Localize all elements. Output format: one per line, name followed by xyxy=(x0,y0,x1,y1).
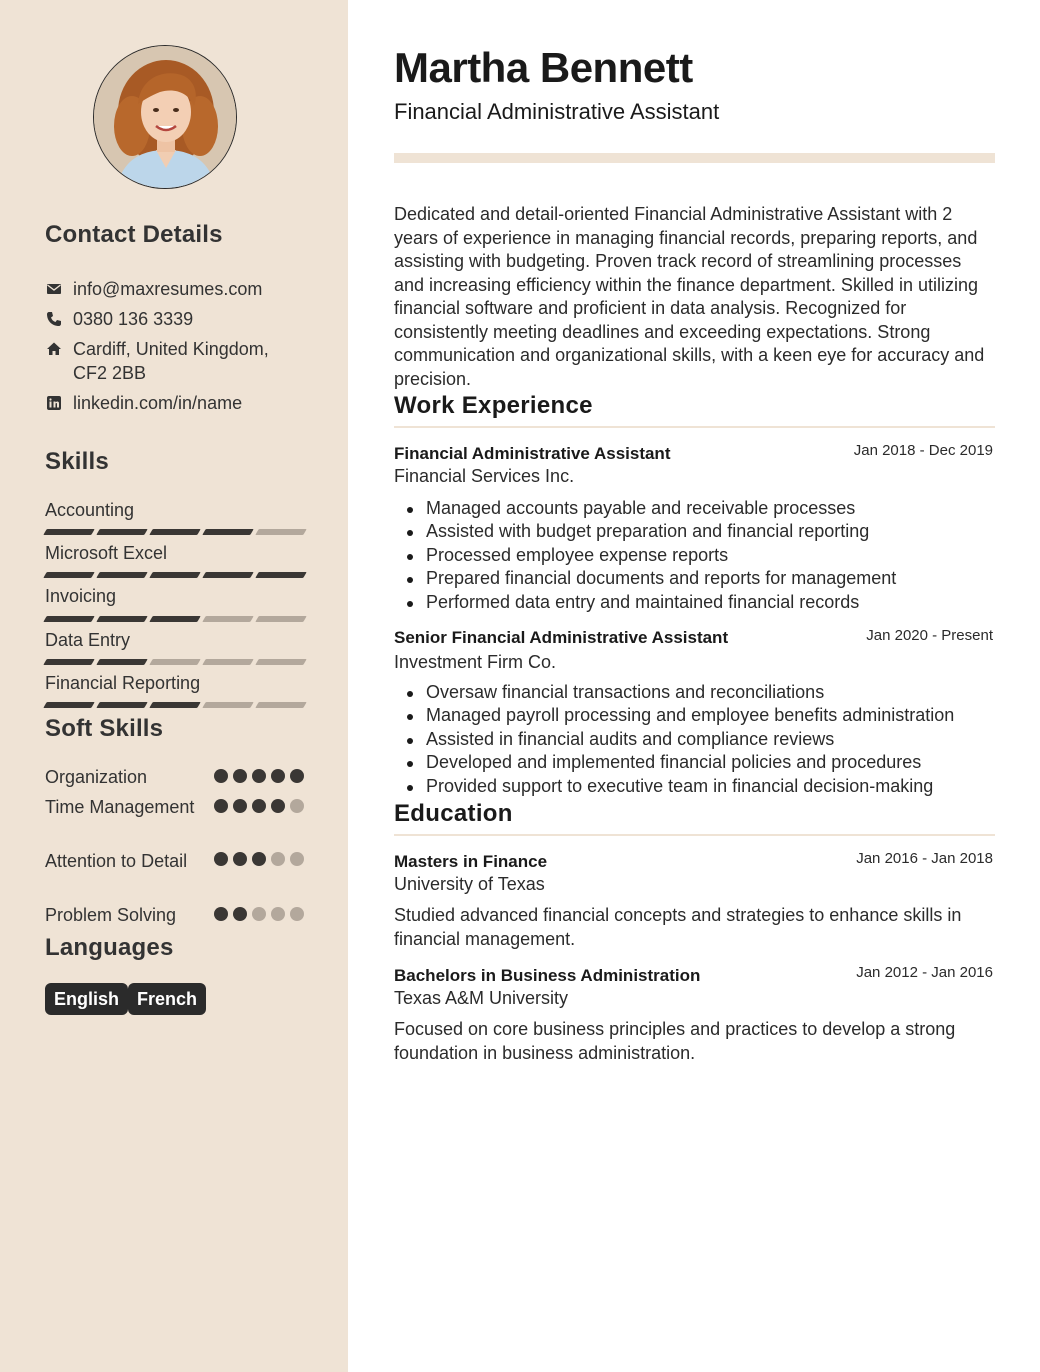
skill-level-segment xyxy=(149,659,200,665)
bullet-item: Performed data entry and maintained financial records xyxy=(394,591,995,614)
skill-level-dot xyxy=(271,799,285,813)
bullet-item: Managed accounts payable and receivable processes xyxy=(394,497,995,520)
skill-level-dot xyxy=(214,799,228,813)
skill-level-segment xyxy=(149,572,200,578)
contact-linkedin[interactable] xyxy=(45,391,293,415)
envelope-icon xyxy=(45,277,63,301)
job-title: Financial Administrative Assistant xyxy=(394,444,671,463)
bullet-item: Developed and implemented financial policies and procedures xyxy=(394,751,995,774)
education-description: Focused on core business principles and practices to develop a strong foundation in business administration. xyxy=(394,1019,956,1063)
skill-level-dot xyxy=(233,799,247,813)
soft-skill-dots xyxy=(214,769,304,783)
degree-title: Bachelors in Business Administration xyxy=(394,966,701,985)
language-badge: French xyxy=(128,983,206,1015)
soft-skill-label: Organization xyxy=(45,767,148,787)
skill-level-dot xyxy=(252,852,266,866)
header-divider xyxy=(394,153,995,163)
skill-label: Data Entry xyxy=(45,630,131,650)
skill-level-dot xyxy=(252,907,266,921)
skill-level-dot xyxy=(233,907,247,921)
skill-level-segment xyxy=(43,659,94,665)
skill-level-segment xyxy=(255,659,306,665)
skill-level-dot xyxy=(252,769,266,783)
skill-level-segment xyxy=(96,529,147,535)
bullet-item: Assisted with budget preparation and financial reporting xyxy=(394,520,995,543)
skill-bar xyxy=(45,529,305,535)
skill-level-segment xyxy=(202,529,253,535)
job-dates: Jan 2020 - Present xyxy=(866,627,993,644)
soft-skills-heading: Soft Skills xyxy=(45,715,164,742)
bullet-item: Assisted in financial audits and compliance reviews xyxy=(394,728,995,751)
skill-level-dot xyxy=(290,852,304,866)
contact-address xyxy=(45,337,293,385)
education-heading: Education xyxy=(394,800,513,827)
education-description: Studied advanced financial concepts and strategies to enhance skills in financial management. xyxy=(394,905,962,949)
skill-level-dot xyxy=(290,907,304,921)
section-divider xyxy=(394,426,995,428)
skill-level-segment xyxy=(255,529,306,535)
skill-level-dot xyxy=(233,852,247,866)
candidate-role: Financial Administrative Assistant xyxy=(394,99,720,124)
bullet-item: Provided support to executive team in financial decision-making xyxy=(394,775,995,798)
home-icon xyxy=(45,337,63,361)
skill-level-dot xyxy=(214,852,228,866)
soft-skill-dots xyxy=(214,907,304,921)
job-company: Investment Firm Co. xyxy=(394,652,557,672)
skill-label: Financial Reporting xyxy=(45,673,201,693)
skill-level-segment xyxy=(43,529,94,535)
skill-level-segment xyxy=(149,702,200,708)
soft-skill-dots xyxy=(214,852,304,866)
school-name: University of Texas xyxy=(394,874,545,894)
contact-address-text: Cardiff, United Kingdom, CF2 2BB xyxy=(73,339,269,383)
contact-heading: Contact Details xyxy=(45,221,223,248)
skill-bar xyxy=(45,702,305,708)
skill-level-segment xyxy=(255,702,306,708)
contact-phone-text: 0380 136 3339 xyxy=(73,309,194,329)
skill-level-segment xyxy=(149,616,200,622)
skill-level-segment xyxy=(43,702,94,708)
linkedin-icon xyxy=(45,391,63,415)
education-dates: Jan 2012 - Jan 2016 xyxy=(856,964,993,981)
contact-phone[interactable] xyxy=(45,307,293,331)
languages-heading: Languages xyxy=(45,934,174,961)
contact-email[interactable] xyxy=(45,277,293,301)
skill-level-segment xyxy=(255,572,306,578)
skill-level-segment xyxy=(202,702,253,708)
skill-bar xyxy=(45,659,305,665)
skill-level-segment xyxy=(96,616,147,622)
soft-skill-dots xyxy=(214,799,304,813)
candidate-name: Martha Bennett xyxy=(394,44,693,91)
school-name: Texas A&M University xyxy=(394,988,569,1008)
degree-title: Masters in Finance xyxy=(394,852,548,871)
job-bullets xyxy=(394,681,995,798)
education-dates: Jan 2016 - Jan 2018 xyxy=(856,850,993,867)
skill-label: Invoicing xyxy=(45,586,117,606)
skill-level-dot xyxy=(271,852,285,866)
soft-skill-label: Attention to Detail xyxy=(45,851,188,871)
skill-level-dot xyxy=(271,907,285,921)
bullet-item: Processed employee expense reports xyxy=(394,544,995,567)
profile-summary: Dedicated and detail-oriented Financial Administrative Assistant with 2 years of experience in managing financial records, preparing reports, and assisting with budgeting. Proven track record of streamlining processes and increasing efficiency within the finance department. Skilled in utilizing financial software and proficient in data analysis. Recognized for consistently meeting deadlines and exceeding expectations. Strong communication and organizational skills, with a keen eye for accuracy and precision. xyxy=(394,204,985,389)
bullet-item: Prepared financial documents and reports for management xyxy=(394,567,995,590)
skill-level-segment xyxy=(96,659,147,665)
skill-bar xyxy=(45,572,305,578)
section-divider xyxy=(394,834,995,836)
skill-level-dot xyxy=(252,799,266,813)
phone-icon xyxy=(45,307,63,331)
skill-level-dot xyxy=(214,769,228,783)
experience-heading: Work Experience xyxy=(394,392,593,419)
skill-level-segment xyxy=(255,616,306,622)
skills-heading: Skills xyxy=(45,448,109,475)
skill-label: Accounting xyxy=(45,500,135,520)
skill-level-dot xyxy=(233,769,247,783)
skill-level-dot xyxy=(290,769,304,783)
skill-level-dot xyxy=(290,799,304,813)
contact-linkedin-text: linkedin.com/in/name xyxy=(73,393,243,413)
bullet-item: Oversaw financial transactions and reconciliations xyxy=(394,681,995,704)
skill-level-segment xyxy=(96,572,147,578)
main-content xyxy=(348,0,1040,1372)
skill-level-segment xyxy=(202,572,253,578)
skill-level-segment xyxy=(202,616,253,622)
language-badge: English xyxy=(45,983,128,1015)
soft-skill-label: Problem Solving xyxy=(45,905,177,925)
job-dates: Jan 2018 - Dec 2019 xyxy=(853,442,993,459)
sidebar xyxy=(0,0,348,1372)
skill-level-segment xyxy=(43,572,94,578)
skill-level-segment xyxy=(43,616,94,622)
job-bullets xyxy=(394,497,995,614)
skill-level-segment xyxy=(96,702,147,708)
skill-level-segment xyxy=(149,529,200,535)
job-title: Senior Financial Administrative Assistant xyxy=(394,628,729,647)
skill-label: Microsoft Excel xyxy=(45,543,168,563)
avatar xyxy=(93,45,237,189)
soft-skill-label: Time Management xyxy=(45,797,195,817)
skill-level-dot xyxy=(271,769,285,783)
skill-bar xyxy=(45,616,305,622)
skill-level-dot xyxy=(214,907,228,921)
avatar-photo xyxy=(94,46,237,189)
contact-email-text: info@maxresumes.com xyxy=(73,279,263,299)
job-company: Financial Services Inc. xyxy=(394,466,575,486)
skill-level-segment xyxy=(202,659,253,665)
bullet-item: Managed payroll processing and employee benefits administration xyxy=(394,704,995,727)
